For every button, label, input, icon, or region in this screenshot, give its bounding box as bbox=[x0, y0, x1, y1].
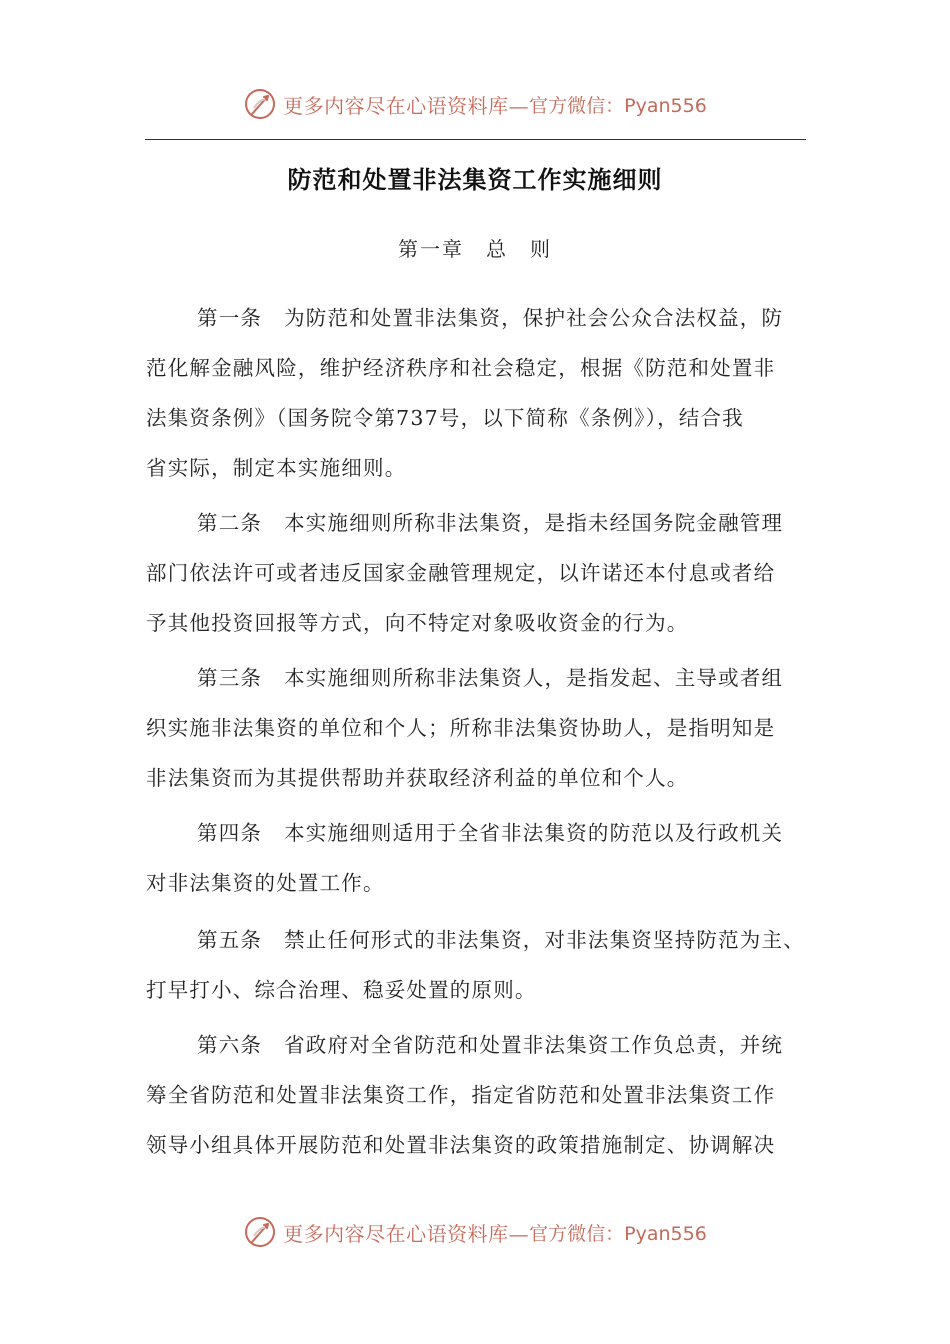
document-title: 防范和处置非法集资工作实施细则 bbox=[287, 165, 663, 194]
article-2-line-2: 部门依法许可或者违反国家金融管理规定，以许诺还本付息或者给 bbox=[146, 561, 776, 585]
article-label: 第一条 bbox=[197, 306, 263, 330]
wechat-text: 官方微信：Pyan556 bbox=[529, 1222, 707, 1245]
article-1-line-1: 第一条 为防范和处置非法集资，保护社会公众合法权益，防 bbox=[197, 306, 784, 330]
article-2-line-3: 予其他投资回报等方式，向不特定对象吸收资金的行为。 bbox=[146, 611, 689, 635]
wechat-text: 官方微信：Pyan556 bbox=[529, 94, 707, 117]
article-5-line-1: 第五条 禁止任何形式的非法集资，对非法集资坚持防范为主、 bbox=[197, 928, 805, 952]
article-label: 第六条 bbox=[197, 1033, 263, 1057]
article-label: 第五条 bbox=[197, 928, 263, 952]
article-1-line-2: 范化解金融风险，维护经济秩序和社会稳定，根据《防范和处置非 bbox=[146, 356, 776, 380]
quill-logo-icon bbox=[243, 87, 277, 121]
footer-banner bbox=[0, 1210, 950, 1254]
header-divider bbox=[145, 139, 806, 140]
chapter-heading: 第一章 总 则 bbox=[398, 237, 552, 261]
article-2-line-1: 第二条 本实施细则所称非法集资，是指未经国务院金融管理 bbox=[197, 511, 784, 535]
header-banner bbox=[0, 82, 950, 126]
article-6-line-2: 筹全省防范和处置非法集资工作，指定省防范和处置非法集资工作 bbox=[146, 1083, 776, 1107]
article-3-line-3: 非法集资而为其提供帮助并获取经济利益的单位和个人。 bbox=[146, 766, 689, 790]
article-4-line-2: 对非法集资的处置工作。 bbox=[146, 871, 385, 895]
article-5-line-2: 打早打小、综合治理、稳妥处置的原则。 bbox=[146, 978, 537, 1002]
article-6-line-3: 领导小组具体开展防范和处置非法集资的政策措施制定、协调解决 bbox=[146, 1133, 776, 1157]
article-6-line-1: 第六条 省政府对全省防范和处置非法集资工作负总责，并统 bbox=[197, 1033, 784, 1057]
article-label: 第二条 bbox=[197, 511, 263, 535]
promo-text: 更多内容尽在心语资料库— bbox=[283, 93, 530, 118]
article-1-line-4: 省实际，制定本实施细则。 bbox=[146, 456, 407, 480]
article-3-line-1: 第三条 本实施细则所称非法集资人，是指发起、主导或者组 bbox=[197, 666, 784, 690]
article-1-line-3: 法集资条例》（国务院令第737号，以下简称《条例》），结合我 bbox=[146, 406, 744, 430]
promo-text: 更多内容尽在心语资料库— bbox=[283, 1221, 530, 1246]
article-4-line-1: 第四条 本实施细则适用于全省非法集资的防范以及行政机关 bbox=[197, 821, 784, 845]
article-3-line-2: 织实施非法集资的单位和个人；所称非法集资协助人，是指明知是 bbox=[146, 716, 776, 740]
article-label: 第三条 bbox=[197, 666, 263, 690]
quill-logo-icon bbox=[243, 1215, 277, 1249]
article-label: 第四条 bbox=[197, 821, 263, 845]
